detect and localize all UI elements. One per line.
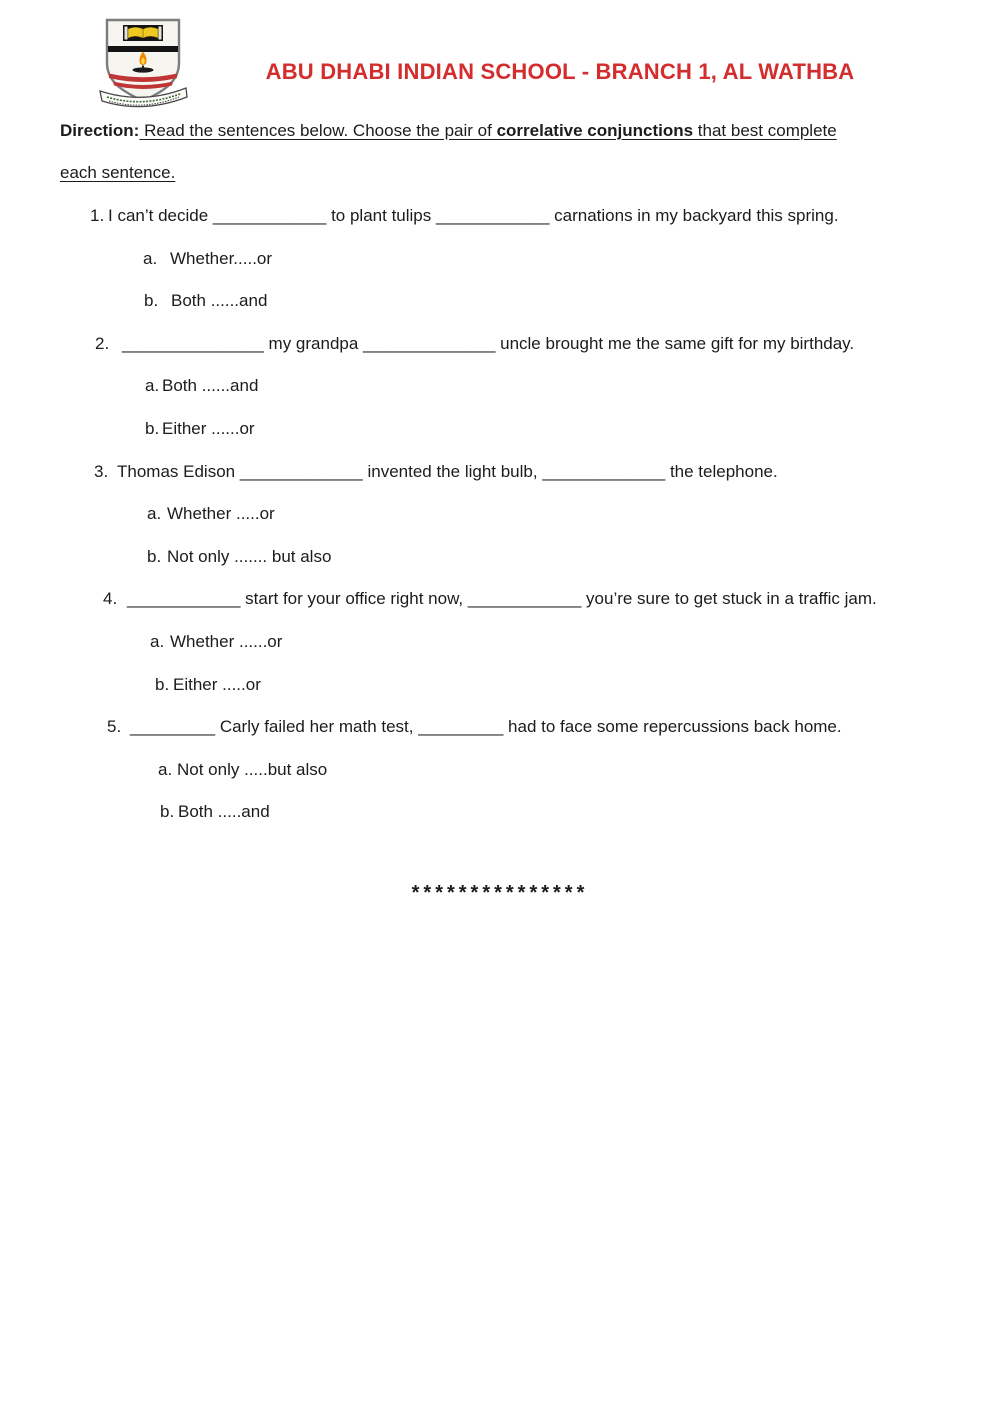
question-number: 2.: [95, 334, 110, 353]
direction-label: Direction:: [60, 121, 140, 140]
option-label: a.: [150, 632, 165, 651]
school-title: ABU DHABI INDIAN SCHOOL - BRANCH 1, AL WATHBA: [265, 59, 855, 84]
option-label: a.: [147, 504, 162, 523]
option-text: Whether ......or: [170, 632, 283, 651]
question-number: 3.: [94, 462, 109, 481]
direction-emphasis: correlative conjunctions: [496, 121, 694, 140]
question-text: _________ Carly failed her math test, _________ had to face some repercussions back home.: [130, 717, 842, 736]
question-1: [90, 205, 839, 226]
question-1-option-b[interactable]: [144, 290, 267, 311]
option-text: Whether.....or: [170, 249, 273, 268]
option-text: Either ......or: [162, 419, 255, 438]
option-text: Either .....or: [173, 675, 261, 694]
option-label: b.: [155, 675, 170, 694]
option-text: Both ......and: [162, 376, 259, 395]
direction-text: [60, 110, 860, 194]
option-label: b.: [145, 419, 160, 438]
option-label: b.: [147, 547, 162, 566]
question-number: 1.: [90, 206, 105, 225]
question-4-option-a[interactable]: [150, 631, 282, 652]
option-text: Not only ....... but also: [167, 547, 332, 566]
option-label: b.: [160, 802, 175, 821]
question-5-option-a[interactable]: [158, 759, 327, 780]
question-text: _______________ my grandpa ______________ uncle brought me the same gift for my birthday.: [122, 334, 855, 353]
question-3-option-b[interactable]: [147, 546, 331, 567]
question-text: I can’t decide ____________ to plant tulips ____________ carnations in my backyard this spring.: [108, 206, 839, 225]
question-4-option-b[interactable]: [155, 674, 261, 695]
direction-intro: Read the sentences below. Choose the pair of: [139, 121, 497, 140]
end-separator: ***************: [411, 882, 589, 904]
option-label: a.: [158, 760, 173, 779]
direction-outro: that best complete each sentence.: [60, 121, 837, 182]
question-3-option-a[interactable]: [147, 503, 275, 524]
question-4: [103, 588, 877, 609]
question-number: 4.: [103, 589, 118, 608]
question-text: Thomas Edison _____________ invented the light bulb, _____________ the telephone.: [117, 462, 778, 481]
question-1-option-a[interactable]: [143, 248, 272, 269]
option-text: Both ......and: [171, 291, 268, 310]
question-number: 5.: [107, 717, 122, 736]
question-3: [94, 461, 778, 482]
option-text: Not only .....but also: [177, 760, 328, 779]
option-label: a.: [143, 249, 158, 268]
question-2: [95, 333, 854, 354]
option-text: Both .....and: [178, 802, 270, 821]
option-text: Whether .....or: [167, 504, 275, 523]
option-label: b.: [144, 291, 159, 310]
option-label: a.: [145, 376, 160, 395]
question-5-option-b[interactable]: [160, 801, 270, 822]
question-2-option-b[interactable]: [145, 418, 255, 439]
question-5: [107, 716, 842, 737]
question-2-option-a[interactable]: [145, 375, 258, 396]
question-text: ____________ start for your office right now, ____________ you’re sure to get stuck in a traffic jam.: [127, 589, 877, 608]
